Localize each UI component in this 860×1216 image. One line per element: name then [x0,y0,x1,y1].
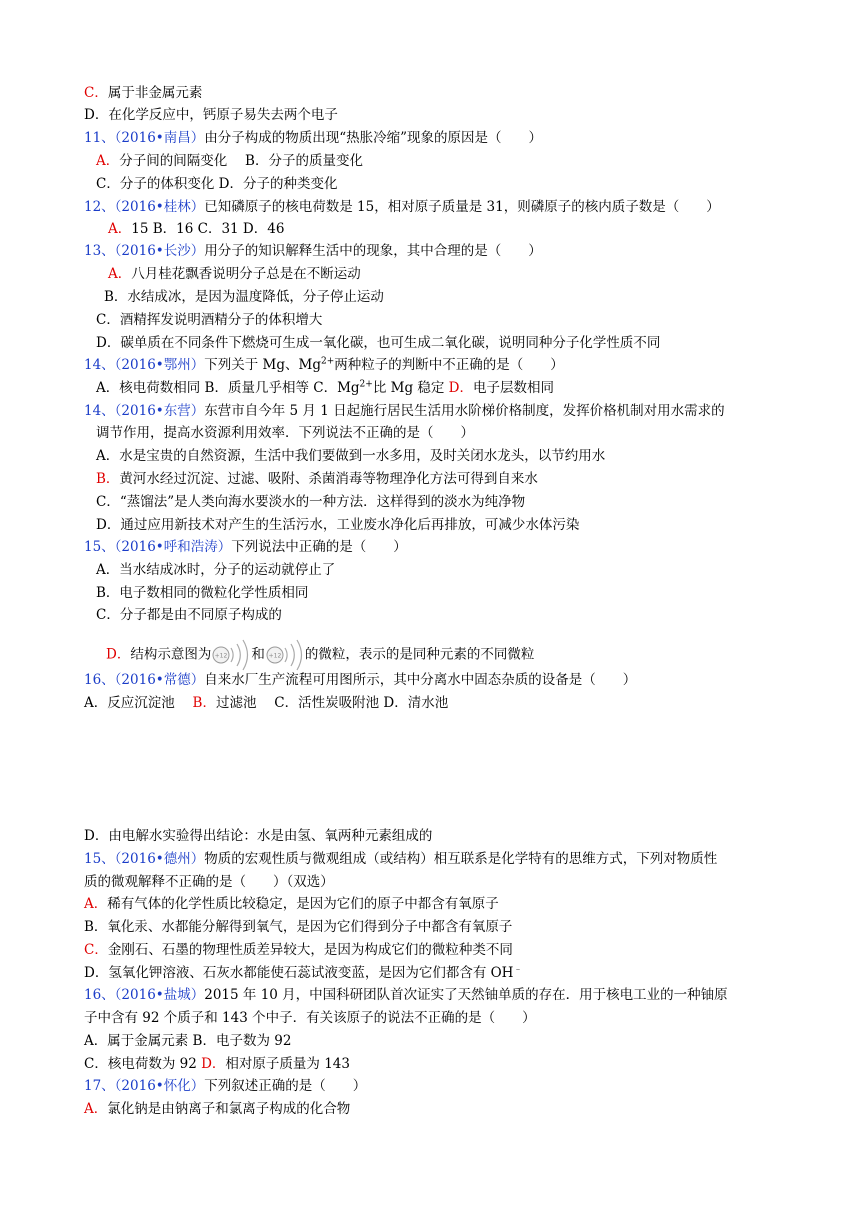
text-run: D．氢氧化钾溶液、石灰水都能使石蕊试液变蓝，是因为它们都含有 OH [84,965,514,981]
text-run: 子中含有 92 个质子和 143 个中子．有关该原子的说法不正确的是（ ） [84,1010,536,1026]
question-source-label: 14、（2016•东营） [84,403,205,419]
question-source-label: 15、（2016•德州） [84,851,205,867]
text-run: 物质的宏观性质与微观组成（或结构）相互联系是化学特有的思维方式，下列对物质性 [204,851,718,867]
text-line [104,288,384,306]
text-run: 质的微观解释不正确的是（ ）（双选） [84,874,334,890]
electron-shell-arc [231,648,233,662]
text-run: 稀有气体的化学性质比较稳定，是因为它们的原子中都含有氧原子 [107,896,499,912]
text-line [96,606,282,624]
nucleus-charge-label: +12 [268,652,282,660]
answer-option-marker: A． [84,1101,108,1117]
text-run: C．分子都是由不同原子构成的 [96,607,282,623]
text-line [84,129,542,147]
text-line [84,941,513,959]
text-line [84,84,202,102]
text-run: 黄河水经过沉淀、过滤、吸附、杀菌消毒等物理净化方法可得到自来水 [119,471,538,487]
text-line [96,447,605,465]
text-line [84,850,717,868]
text-run: 调节作用，提高水资源利用效率．下列说法不正确的是（ ） [96,425,474,441]
text-run: 两种粒子的判断中不正确的是（ ） [334,357,564,373]
electron-shell-arc [237,644,240,666]
text-run: 属于非金属元素 [107,85,203,101]
text-run: 八月桂花飘香说明分子总是在不断运动 [131,266,361,282]
text-line [96,311,322,329]
text-run: D．由电解水实验得出结论：水是由氢、氧两种元素组成的 [84,828,433,844]
superscript-text: 2+ [359,379,373,390]
text-run: A．当水结成冰时，分子的运动就停止了 [96,562,336,578]
text-run: A．反应沉淀池 [84,695,193,711]
text-run: 用分子的知识解释生活中的现象，其中合理的是（ ） [204,243,542,259]
text-run: D．碳单质在不同条件下燃烧可生成一氧化碳，也可生成二氧化碳，说明同种分子化学性质不同 [96,335,661,351]
text-run: D．在化学反应中，钙原子易失去两个电子 [84,107,338,123]
text-line [84,694,448,712]
text-run: 的微粒，表示的是同种元素的不同微粒 [304,646,535,663]
text-run: 东营市自今年 5 月 1 日起施行居民生活用水阶梯价格制度，发挥价格机制对用水需求的 [204,403,725,419]
text-run: C．“蒸馏法”是人类向海水要淡水的一种方法．这样得到的淡水为纯净物 [96,494,526,510]
question-source-label: 17、（2016•怀化） [84,1078,205,1094]
text-run: A．属于金属元素 B．电子数为 92 [84,1033,292,1049]
text-line [96,175,337,193]
text-run: 过滤池 C．活性炭吸附池 D．清水池 [215,695,449,711]
text-line [84,1055,350,1073]
text-run: 由分子构成的物质出现“热胀冷缩”现象的原因是（ ） [204,130,543,146]
superscript-text: ﹣ [513,964,523,975]
text-line [96,561,335,579]
text-line [84,671,636,689]
answer-option-marker: A． [108,266,132,282]
text-line [84,1077,366,1095]
text-run: 比 Mg 稳定 [372,380,449,396]
text-line [84,356,564,374]
question-source-label: 14、（2016•鄂州） [84,357,205,373]
text-line [84,895,499,913]
question-source-label: 11、（2016•南昌） [84,130,205,146]
question-source-label: 15、（2016•呼和浩涛） [84,539,232,555]
question-source-label: 16、（2016•盐城） [84,987,205,1003]
answer-option-marker: B． [96,471,120,487]
text-run: 金刚石、石墨的物理性质差异较大，是因为构成它们的微粒种类不同 [107,942,513,958]
text-run: B．电子数相同的微粒化学性质相同 [96,585,309,601]
text-line [84,106,338,124]
text-line [96,379,554,397]
text-line [96,424,474,442]
text-run: 结构示意图为 [130,646,212,663]
text-line [96,493,525,511]
text-line [96,334,660,352]
text-run: 2015 年 10 月，中国科研团队首次证实了天然铀单质的存在．用于核电工业的一种铀原 [204,987,728,1003]
text-line [84,918,512,936]
electron-shell-arc [291,644,294,666]
text-line [84,402,725,420]
answer-option-marker: A． [108,221,132,237]
atom-structure-diagram-1 [212,638,250,672]
text-run: B．氧化汞、水都能分解得到氧气，是因为它们得到分子中都含有氧原子 [84,919,513,935]
text-run: C．酒精挥发说明酒精分子的体积增大 [96,312,323,328]
electron-shell-arc [285,648,287,662]
superscript-text: 2+ [320,356,335,367]
text-run: A．核电荷数相同 B．质量几乎相等 C．Mg [96,380,360,396]
question-source-label: 12、（2016•桂林） [84,199,205,215]
answer-option-marker: D． [106,646,131,663]
text-line [84,827,432,845]
answer-option-marker: B． [192,695,216,711]
text-line [84,538,407,556]
answer-option-marker: A． [96,153,120,169]
text-run: 分子间的间隔变化 B．分子的质量变化 [119,153,363,169]
text-run: D．通过应用新技术对产生的生活污水，工业废水净化后再排放，可减少水体污染 [96,517,580,533]
text-line [84,1032,291,1050]
text-run: 下列关于 Mg、Mg [204,357,321,373]
text-run: 电子层数相同 [473,380,554,396]
answer-option-marker: A． [84,896,108,912]
atom-structure-diagram-2 [266,638,304,672]
text-line [84,1100,350,1118]
text-line [96,584,308,602]
text-line [84,198,720,216]
text-line [96,470,538,488]
text-line [108,220,284,238]
answer-option-marker: D． [448,380,473,396]
text-line [96,516,579,534]
text-line [96,152,363,170]
text-run: C．分子的体积变化 D．分子的种类变化 [96,176,338,192]
text-run: 已知磷原子的核电荷数是 15，相对原子质量是 31，则磷原子的核内质子数是（ ） [204,199,720,215]
nucleus-charge-label: +12 [214,652,228,660]
text-line [84,242,542,260]
text-run: 15 B．16 C．31 D．46 [131,221,285,237]
text-run: 下列叙述正确的是（ ） [204,1078,367,1094]
question-source-label: 13、（2016•长沙） [84,243,205,259]
text-line [84,986,728,1004]
text-run: 和 [251,646,265,663]
text-line [84,964,522,982]
electron-shell-arc [243,640,248,670]
question-source-label: 16、（2016•常德） [84,672,205,688]
answer-option-marker: D． [201,1056,226,1072]
answer-option-marker: C． [84,85,108,101]
text-run: C．核电荷数为 92 [84,1056,202,1072]
text-run: 下列说法中正确的是（ ） [231,539,407,555]
answer-option-marker: C． [84,942,108,958]
electron-shell-arc [297,640,302,670]
text-line [84,1009,536,1027]
text-run: 相对原子质量为 143 [225,1056,350,1072]
text-run: A．水是宝贵的自然资源，生活中我们要做到一水多用，及时关闭水龙头，以节约用水 [96,448,606,464]
text-line [84,873,334,891]
text-run: 自来水厂生产流程可用图所示，其中分离水中固态杂质的设备是（ ） [204,672,637,688]
text-run: 氯化钠是由钠离子和氯离子构成的化合物 [107,1101,351,1117]
text-line [106,638,535,663]
text-run: B．水结成冰，是因为温度降低，分子停止运动 [104,289,384,305]
text-line [108,265,361,283]
